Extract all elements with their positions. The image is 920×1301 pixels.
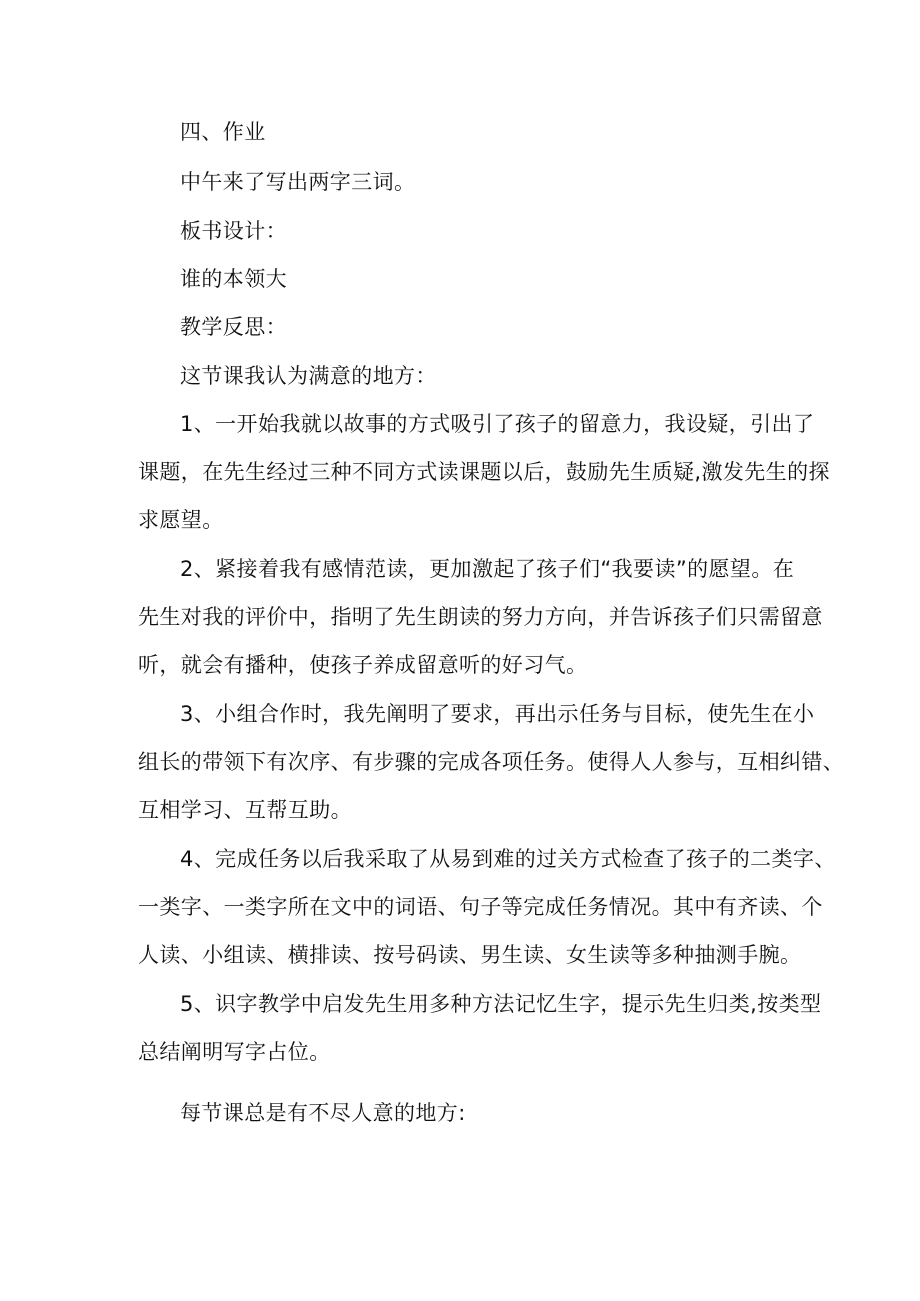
- satisfied-intro: 这节课我认为满意的地方：: [180, 364, 437, 388]
- reflection-label: 教学反思：: [180, 315, 287, 339]
- unsatisfied-intro: 每节课总是有不尽人意的地方:: [180, 1101, 466, 1125]
- heading-homework: 四、作业: [180, 120, 266, 144]
- homework-text: 中午来了写出两字三词。: [180, 170, 416, 194]
- point-1-line-3: 求愿望。: [138, 508, 224, 532]
- point-2-line-3: 听，就会有播种，使孩子养成留意听的好习气。: [138, 653, 588, 677]
- point-4-line-1: 4、完成任务以后我采取了从易到难的过关方式检查了孩子的二类字、: [180, 847, 836, 871]
- point-5-line-1: 5、识字教学中启发先生用多种方法记忆生字，提示先生归类,按类型: [180, 992, 822, 1016]
- point-4-line-2: 一类字、一类字所在文中的词语、句子等完成任务情况。其中有齐读、个: [138, 895, 823, 919]
- point-1-line-1: 1、一开始我就以故事的方式吸引了孩子的留意力，我设疑，引出了: [180, 412, 815, 436]
- point-4-line-3: 人读、小组读、横排读、按号码读、男生读、女生读等多种抽测手腕。: [138, 943, 802, 967]
- board-design-title: 谁的本领大: [180, 267, 287, 291]
- point-3-line-1: 3、小组合作时，我先阐明了要求，再出示任务与目标，使先生在小: [180, 702, 815, 726]
- board-design-label: 板书设计：: [180, 219, 287, 243]
- point-5-line-2: 总结阐明写字占位。: [138, 1040, 331, 1064]
- point-2-line-2: 先生对我的评价中，指明了先生朗读的努力方向，并告诉孩子们只需留意: [138, 605, 823, 629]
- point-1-line-2: 课题，在先生经过三种不同方式读课题以后，鼓励先生质疑,激发先生的探: [138, 460, 830, 484]
- point-3-line-3: 互相学习、互帮互助。: [138, 798, 352, 822]
- point-2-line-1: 2、紧接着我有感情范读，更加激起了孩子们“我要读”的愿望。在: [180, 557, 795, 581]
- point-3-line-2: 组长的带领下有次序、有步骤的完成各项任务。使得人人参与，互相纠错、: [138, 750, 845, 774]
